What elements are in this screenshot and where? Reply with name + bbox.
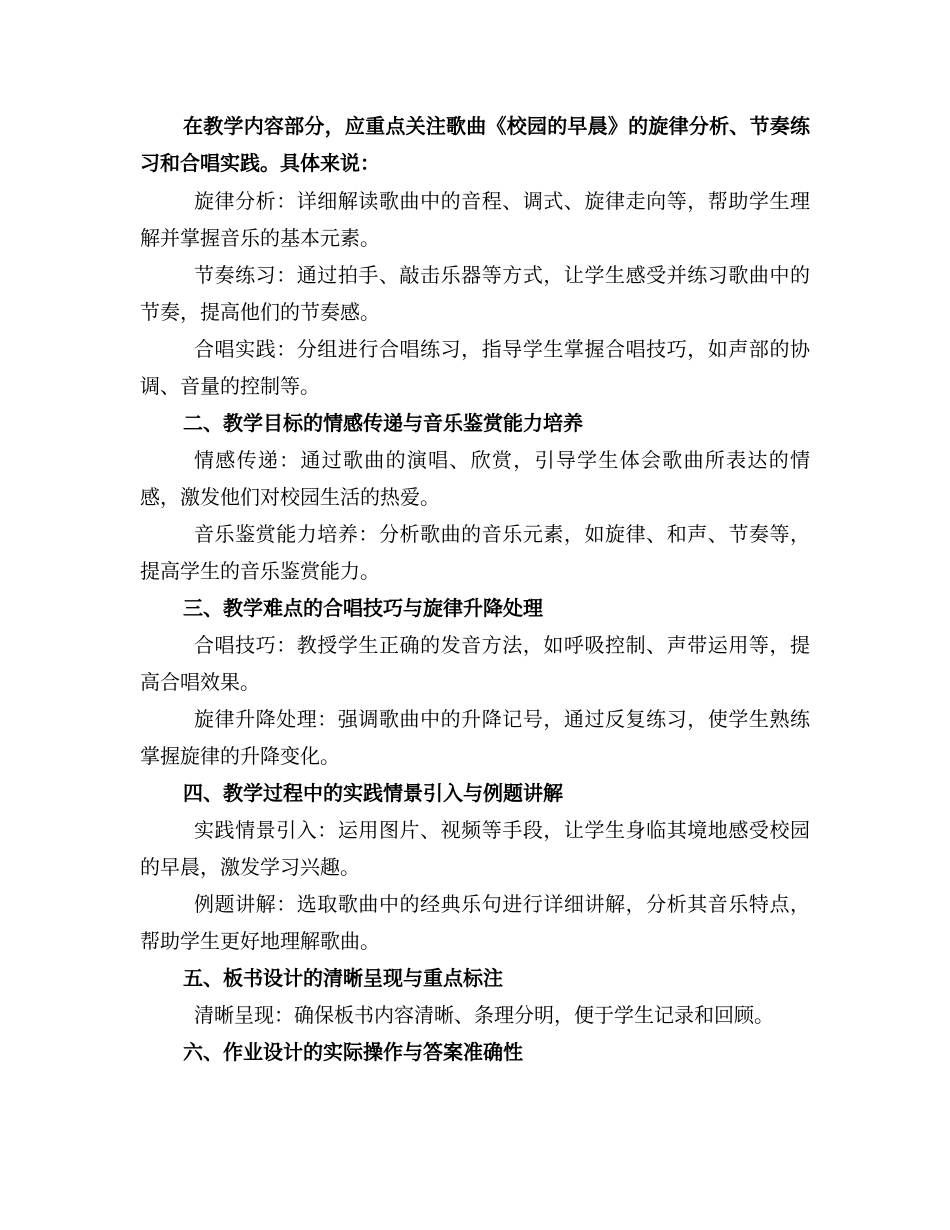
paragraph-melody-pitch: 旋律升降处理：强调歌曲中的升降记号，通过反复练习，使学生熟练掌握旋律的升降变化。: [140, 707, 810, 768]
paragraph-clear-presentation: 清晰呈现：确保板书内容清晰、条理分明，便于学生记录和回顾。: [194, 1003, 774, 1027]
paragraph-chorus-practice: 合唱实践：分组进行合唱练习，指导学生掌握合唱技巧，如声部的协调、音量的控制等。: [140, 337, 810, 398]
document-body: [140, 108, 810, 1071]
paragraph-example: 例题讲解：选取歌曲中的经典乐句进行详细讲解，分析其音乐特点，帮助学生更好地理解歌曲。: [140, 892, 810, 953]
section-heading-6: 六、作业设计的实际操作与答案准确性: [183, 1040, 523, 1064]
section-heading-5: 五、板书设计的清晰呈现与重点标注: [183, 966, 503, 990]
paragraph-melody-analysis: 旋律分析：详细解读歌曲中的音程、调式、旋律走向等，帮助学生理解并掌握音乐的基本元素。: [140, 189, 810, 250]
section-heading-2: 二、教学目标的情感传递与音乐鉴赏能力培养: [183, 411, 583, 435]
paragraph-chorus-technique: 合唱技巧：教授学生正确的发音方法，如呼吸控制、声带运用等，提高合唱效果。: [140, 633, 810, 694]
paragraph-rhythm-practice: 节奏练习：通过拍手、敲击乐器等方式，让学生感受并练习歌曲中的节奏，提高他们的节奏感。: [140, 263, 810, 324]
paragraph-appreciation: 音乐鉴赏能力培养：分析歌曲的音乐元素，如旋律、和声、节奏等，提高学生的音乐鉴赏能力。: [140, 522, 810, 583]
section-heading-3: 三、教学难点的合唱技巧与旋律升降处理: [183, 596, 543, 620]
paragraph-scenario: 实践情景引入：运用图片、视频等手段，让学生身临其境地感受校园的早晨，激发学习兴趣。: [140, 818, 810, 879]
paragraph-emotion: 情感传递：通过歌曲的演唱、欣赏，引导学生体会歌曲所表达的情感，激发他们对校园生活的热爱。: [140, 448, 810, 509]
section-heading-4: 四、教学过程中的实践情景引入与例题讲解: [183, 781, 563, 805]
intro-paragraph: 在教学内容部分，应重点关注歌曲《校园的早晨》的旋律分析、节奏练习和合唱实践。具体来说：: [140, 114, 810, 175]
